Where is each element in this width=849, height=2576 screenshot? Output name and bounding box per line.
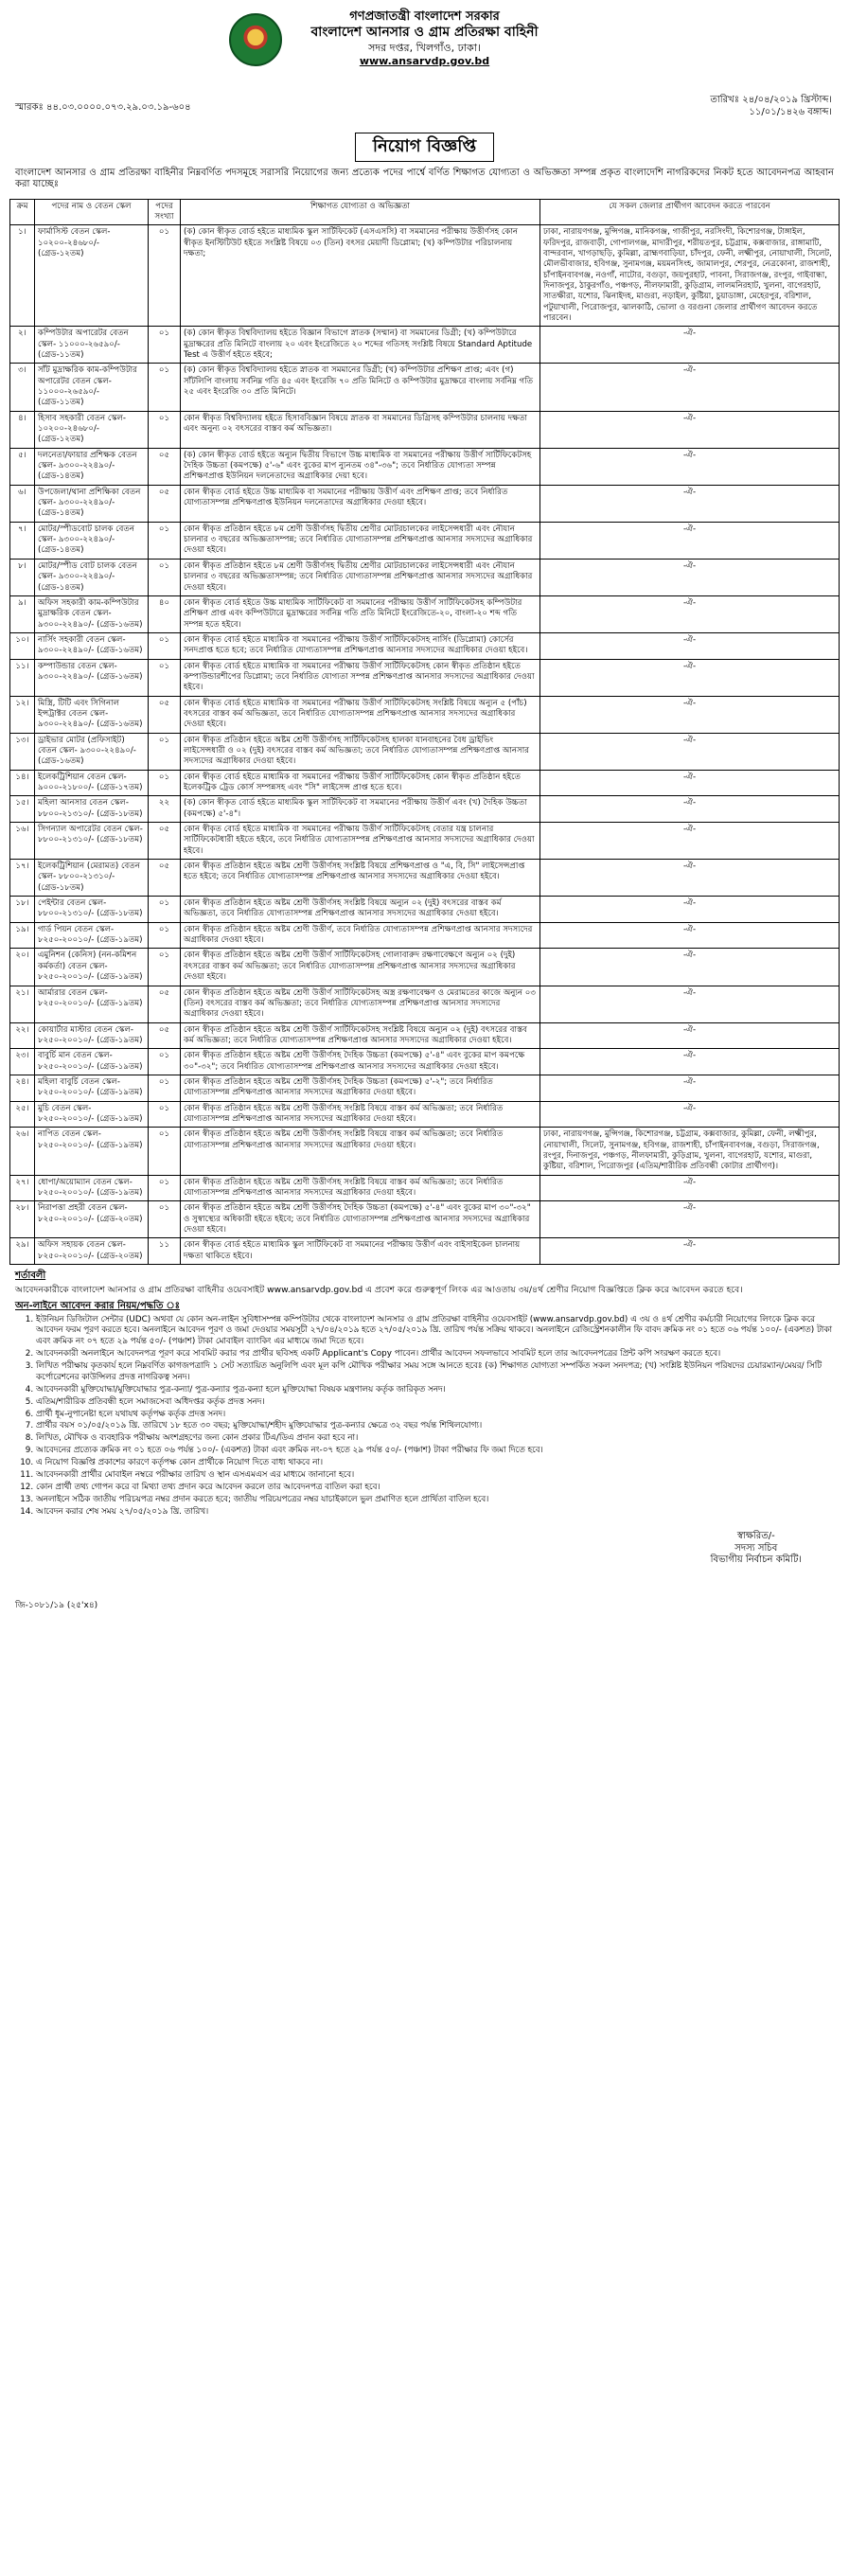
cell-post: কম্পাউন্ডার বেতন স্কেল- ৯৩০০-২২৪৯০/- (গ্রেড-১৬তম) <box>35 659 149 696</box>
footer-code: জি-১০৮১/১৯ (২৫'x৪) <box>15 1601 98 1611</box>
cell-districts: -ঐ- <box>540 364 840 411</box>
table-row <box>10 1128 840 1175</box>
cell-qualification: কোন স্বীকৃত প্রতিষ্ঠান হইতে অষ্টম শ্রেণী উত্তীর্ণ সার্টিফিকেটসহ গোলাবারুদ রক্ষণাবেক্ষণে অন্যুন ০২ (দুই) বৎসরের বাস্তব কর্ম অভিজ্ঞতা; তবে নির্ধারিত যোগ্যতাসম্পন্ন প্রশিক্ষণপ্রাপ্ত আনসার সদস্যদের অগ্রাধিকার দেওয়া হইবে। <box>181 949 540 986</box>
table-row <box>10 860 840 897</box>
cell-quantity: ০১ <box>149 733 181 770</box>
cell-post: নাপিত বেতন স্কেল- ৮২৫০-২০০১০/- (গ্রেড-১৯তম) <box>35 1128 149 1175</box>
ansar-vdp-logo <box>229 13 282 66</box>
cell-districts: -ঐ- <box>540 733 840 770</box>
cell-qualification: (ক) কোন স্বীকৃত বিশ্ববিদ্যালয় হইতে বিজ্ঞান বিভাগে স্নাতক (সম্মান) বা সমমানের ডিগ্রী; (খ) কম্পিউটারে মুদ্রাক্ষরের প্রতি মিনিটে বাংলায় ২০ এবং ইংরেজিতে ২০ শব্দের গতিসহ সংশ্লিষ্ট বিষয়ে Standard Aptitude Test এ উত্তীর্ণ হইতে হইবে; <box>181 327 540 364</box>
cell-quantity: ০১ <box>149 1175 181 1201</box>
cell-districts: -ঐ- <box>540 1175 840 1201</box>
cell-districts: -ঐ- <box>540 860 840 897</box>
table-row <box>10 770 840 796</box>
cell-post: পেইন্টার বেতন স্কেল- ৮৮০০-২১৩১০/- (গ্রেড-১৮তম) <box>35 897 149 923</box>
cell-districts: -ঐ- <box>540 922 840 949</box>
cell-quantity: ১১ <box>149 1238 181 1265</box>
header-address: সদর দপ্তর, খিলগাঁও, ঢাকা। <box>368 41 481 54</box>
cell-post: নার্সিং সহকারী বেতন স্কেল- ৯৩০০-২২৪৯০/- (গ্রেড-১৬তম) <box>35 632 149 659</box>
cell-districts: -ঐ- <box>540 1238 840 1265</box>
cell-districts: -ঐ- <box>540 559 840 595</box>
term-item: 11. আবেদনকারী প্রার্থীর মোবাইল নম্বরে পরীক্ষার তারিখ ও স্থান এসএমএস এর মাধ্যমে জানানো হবে। <box>36 1470 834 1482</box>
cell-serial: ১৩। <box>10 733 35 770</box>
header <box>9 9 840 95</box>
cell-districts: -ঐ- <box>540 522 840 559</box>
cell-post: ইলেকট্রিশিয়ান বেতন স্কেল- ৯০০০-২১৮০০/- (গ্রেড-১৭তম) <box>35 770 149 796</box>
cell-post: অফিস সহকারী কাম-কম্পিউটার মুদ্রাক্ষরিক বেতন স্কেল- ৯৩০০-২২৪৯০/- (গ্রেড-১৬তম) <box>35 595 149 632</box>
cell-post: মোটর/স্পীড বোট চালক বেতন স্কেল- ৯৩০০-২২৪৯০/- (গ্রেড-১৪তম) <box>35 559 149 595</box>
cell-quantity: ০১ <box>149 225 181 327</box>
term-item: 14. আবেদন করার শেষ সময় ২৭/০৫/২০১৯ খ্রি. তারিখ। <box>36 1507 834 1519</box>
cell-quantity: ০১ <box>149 1075 181 1101</box>
cell-quantity: ০১ <box>149 659 181 696</box>
cell-qualification: (ক) কোন স্বীকৃত বোর্ড হইতে অন্যুন দ্বিতীয় বিভাগে উচ্চ মাধ্যমিক বা সমমানের পরীক্ষায় উত্তীর্ণ সার্টিফিকেটসহ দৈহিক উচ্চতা (কমপক্ষে) ৫'-৬" এবং বুকের মাপ ন্যুনতম ৩৪"-৩৬"; তবে নির্ধারিত যোগ্যতা সম্পন্ন প্রশিক্ষণপ্রাপ্ত ইউনিয়ন দলনেতাদের অগ্রাধিকার দেয়া হবে। <box>181 448 540 485</box>
cell-serial: ১৭। <box>10 860 35 897</box>
table-row <box>10 1201 840 1238</box>
cell-serial: ২৪। <box>10 1075 35 1101</box>
cell-qualification: কোন স্বীকৃত প্রতিষ্ঠান হইতে অষ্টম শ্রেণী উত্তীর্ণ সার্টিফিকেটসহ অস্ত্র রক্ষণাবেক্ষণ ও মেরামতের কাজে অন্যুন ০৩ (তিন) বৎসরের বাস্তব কর্ম অভিজ্ঞতা; তবে নির্ধারিত যোগ্যতাসম্পন্ন প্রশিক্ষণপ্রাপ্ত আনসার সদস্যদের অগ্রাধিকার দেওয়া হইবে। <box>181 986 540 1022</box>
memo-date <box>710 95 832 118</box>
intro-paragraph: বাংলাদেশ আনসার ও গ্রাম প্রতিরক্ষা বাহিনীর নিম্নবর্ণিত পদসমূহে সরাসরি নিয়োগের জন্য প্রত্যেক পদের পার্শ্বে বর্ণিত শিক্ষাগত যোগ্যতা ও অভিজ্ঞতা সম্পন্ন প্রকৃত বাংলাদেশি নাগরিকদের নিকট হতে আবেদনপত্র আহবান করা যাচ্ছেঃ <box>15 167 834 189</box>
table-row <box>10 448 840 485</box>
table-row <box>10 559 840 595</box>
cell-quantity: ০১ <box>149 770 181 796</box>
notice-title-text: নিয়োগ বিজ্ঞপ্তি <box>355 133 494 162</box>
table-row <box>10 225 840 327</box>
header-government: গণপ্রজাতন্ত্রী বাংলাদেশ সরকার <box>349 9 500 24</box>
cell-serial: ২৬। <box>10 1128 35 1175</box>
cell-serial: ২৮। <box>10 1201 35 1238</box>
cell-quantity: ০১ <box>149 522 181 559</box>
table-row <box>10 1175 840 1201</box>
cell-quantity: ০১ <box>149 949 181 986</box>
header-post: পদের নাম ও বেতন স্কেল <box>35 199 149 225</box>
cell-serial: ১২। <box>10 696 35 733</box>
cell-serial: ১৯। <box>10 922 35 949</box>
cell-districts: -ঐ- <box>540 986 840 1022</box>
cell-quantity: ৪০ <box>149 595 181 632</box>
cell-post: দলনেতা/ফায়ার প্রশিক্ষক বেতন স্কেল- ৯৩০০-২২৪৯০/- (গ্রেড-১৪তম) <box>35 448 149 485</box>
cell-serial: ১৮। <box>10 897 35 923</box>
table-row <box>10 897 840 923</box>
cell-quantity: ০১ <box>149 632 181 659</box>
cell-post: এমুনিশন (কেনিস) (নন-কমিশন কর্মকর্তা) বেতন স্কেল- ৮২৫০-২০০১০/- (গ্রেড-১৯তম) <box>35 949 149 986</box>
term-item: 9. আবেদনের প্রত্যেক ক্রমিক নং ০১ হতে ০৬ পর্যন্ত ১০০/- (একশত) টাকা এবং ক্রমিক নং-০৭ হতে ২৯ পর্যন্ত ৫০/- (পঞ্চাশ) টাকা পরীক্ষার ফি জমা দিতে হবে। <box>36 1446 834 1457</box>
cell-quantity: ০৫ <box>149 696 181 733</box>
table-row <box>10 632 840 659</box>
cell-quantity: ০১ <box>149 411 181 448</box>
cell-qualification: কোন স্বীকৃত প্রতিষ্ঠান হইতে অষ্টম শ্রেণী উত্তীর্ণ, তবে নির্ধারিত যোগ্যতাসম্পন্ন প্রশিক্ষণপ্রাপ্ত আনসার সদস্যদের অগ্রাধিকার দেওয়া হইবে। <box>181 922 540 949</box>
header-serial: ক্রম <box>10 199 35 225</box>
table-row <box>10 823 840 860</box>
cell-quantity: ০১ <box>149 1201 181 1238</box>
table-row <box>10 485 840 522</box>
cell-serial: ২০। <box>10 949 35 986</box>
table-row <box>10 922 840 949</box>
cell-qualification: কোন স্বীকৃত বোর্ড হইতে মাধ্যমিক বা সমমানের পরীক্ষায় উত্তীর্ণ সার্টিফিকেটসহ সংশ্লিষ্ট বিষয়ে অন্যুন ৫ (পাঁচ) বৎসরের বাস্তব কর্ম অভিজ্ঞতা, তবে নির্ধারিত যোগ্যতাসম্পন্ন প্রশিক্ষণপ্রাপ্ত আনসার সদস্যদের অগ্রাধিকার দেওয়া হইবে। <box>181 696 540 733</box>
cell-post: মহিলা আনসার বেতন স্কেল- ৮৮০০-২১৩১০/- (গ্রেড-১৮তম) <box>35 796 149 823</box>
memo-date-label: তারিখঃ <box>710 95 740 105</box>
cell-post: বাবুর্চি মান বেতন স্কেল- ৮২৫০-২০০১০/- (গ্রেড-১৯তম) <box>35 1049 149 1075</box>
header-districts: যে সকল জেলার প্রার্থীগণ আবেদন করতে পারবেন <box>540 199 840 225</box>
cell-districts: -ঐ- <box>540 696 840 733</box>
cell-post: কোয়ার্টার মাস্টার বেতন স্কেল- ৮২৫০-২০০১০/- (গ্রেড-১৯তম) <box>35 1022 149 1049</box>
cell-post: ইলেকট্রিশিয়ান (মেরামত) বেতন স্কেল- ৮৮০০-২১৩১০/- (গ্রেড-১৮তম) <box>35 860 149 897</box>
cell-qualification: কোন স্বীকৃত প্রতিষ্ঠান হইতে অষ্টম শ্রেণী উত্তীর্ণসহ সংশ্লিষ্ট বিষয়ে বাস্তব কর্ম অভিজ্ঞতা; তবে নির্ধারিত যোগ্যতাসম্পন্ন প্রশিক্ষণপ্রাপ্ত আনসার সদস্যদের অগ্রাধিকার দেওয়া হইবে। <box>181 1175 540 1201</box>
cell-post: উপজেলা/থানা প্রশিক্ষিকা বেতন স্কেল- ৯৩০০-২২৪৯০/- (গ্রেড-১৪তম) <box>35 485 149 522</box>
cell-qualification: কোন স্বীকৃত বোর্ড হইতে মাধ্যমিক বা সমমানের পরীক্ষায় উত্তীর্ণ সার্টিফিকেটসহ কোন স্বীকৃত প্রতিষ্ঠান হইতে কম্পাউন্ডারশীপের ডিপ্লোমা; তবে নির্ধারিত যোগ্যতা সম্পন্ন প্রশিক্ষণপ্রাপ্ত আনসার সদস্যদের অগ্রাধিকার দেওয়া হইবে। <box>181 659 540 696</box>
cell-post: নিরাপত্তা প্রহরী বেতন স্কেল- ৮২৫০-২০০১০/- (গ্রেড-২০তম) <box>35 1201 149 1238</box>
cell-serial: ২২। <box>10 1022 35 1049</box>
header-qualification: শিক্ষাগত যোগ্যতা ও অভিজ্ঞতা <box>181 199 540 225</box>
term-item: 3. লিখিত পরীক্ষায় কৃতকার্য হলে নিম্নবর্ণিত কাগজপত্রাদি ১ সেট সত্যায়িত অনুলিপি এবং মূল কপি মৌখিক পরীক্ষার সময় সঙ্গে আনতে হবেঃ (ক) শিক্ষাগত যোগ্যতা সম্পর্কিত সকল সনদপত্র; (খ) সংশ্লিষ্ট ইউনিয়ন পরিষদের চেয়ারম্যান/মেয়র/ সিটি কর্পোরেশনের কাউন্সিলর প্রদত্ত নাগরিকত্ব সনদ। <box>36 1361 834 1384</box>
cell-districts: -ঐ- <box>540 1201 840 1238</box>
cell-districts: -ঐ- <box>540 327 840 364</box>
cell-districts: -ঐ- <box>540 949 840 986</box>
cell-post: গার্ড পিয়ন বেতন স্কেল- ৮২৫০-২০০১০/- (গ্রেড-১৯তম) <box>35 922 149 949</box>
cell-districts: -ঐ- <box>540 485 840 522</box>
cell-quantity: ০১ <box>149 1101 181 1128</box>
cell-districts: -ঐ- <box>540 1022 840 1049</box>
cell-districts: -ঐ- <box>540 770 840 796</box>
notice-title <box>9 133 840 162</box>
cell-serial: ১৬। <box>10 823 35 860</box>
cell-serial: ২৭। <box>10 1175 35 1201</box>
cell-serial: ২৩। <box>10 1049 35 1075</box>
cell-quantity: ০১ <box>149 364 181 411</box>
cell-post: ড্রাইভার মোটর (প্রফিসাইট) বেতন স্কেল- ৯৩০০-২২৪৯০/- (গ্রেড-১৬তম) <box>35 733 149 770</box>
cell-serial: ২। <box>10 327 35 364</box>
cell-quantity: ০৫ <box>149 860 181 897</box>
cell-districts: -ঐ- <box>540 595 840 632</box>
cell-qualification: কোন স্বীকৃত প্রতিষ্ঠান হইতে অষ্টম শ্রেণী উত্তীর্ণসহ দৈহিক উচ্চতা (কমপক্ষে) ৫'-২"; তবে নির্ধারিত যোগ্যতাসম্পন্ন প্রশিক্ষণপ্রাপ্ত আনসার সদস্যদের অগ্রাধিকার দেওয়া হইবে। <box>181 1075 540 1101</box>
term-item: 1. ইউনিয়ন ডিজিটাল সেন্টার (UDC) অথবা যে কোন অন-লাইন সুবিধাসম্পন্ন কম্পিউটার থেকে বাংলাদেশ আনসার ও গ্রাম প্রতিরক্ষা বাহিনীর ওয়েবসাইট (www.ansarvdp.gov.bd) এ ৩য় ও ৪র্থ শ্রেণীর কর্মচারী নিয়োগের লিংকে ক্লিক করে আবেদন ফরম পূরণ করতে হবে। অনলাইনে আবেদন পূরণ ও জমা দেওয়ার সময়সূচী ২৭/০৪/২০১৯ হতে ২৭/০৫/২০১৯ খ্রি. তারিখ পর্যন্ত সক্রিয় থাকবে। অনলাইনে রেজিস্ট্রেশনকালীন ফি বাবদ ক্রমিক নং ০১ হতে ০৬ পর্যন্ত ১০০/- (একশত) টাকা এবং ক্রমিক নং ০৭ হতে ২৯ পর্যন্ত ৫০/- (পঞ্চাশ) টাকা মোবাইল ব্যাংকিং এর মাধ্যমে জমা দিতে হবে। <box>36 1315 834 1349</box>
header-website-link[interactable]: www.ansarvdp.gov.bd <box>359 54 490 67</box>
cell-quantity: ০৫ <box>149 448 181 485</box>
cell-serial: ৯। <box>10 595 35 632</box>
cell-qualification: কোন স্বীকৃত বোর্ড হইতে উচ্চ মাধ্যমিক সার্টিফিকেট বা সমমানের পরীক্ষায় উত্তীর্ণ সার্টিফিকেটসহ কম্পিউটার প্রশিক্ষণ প্রাপ্ত এবং কম্পিউটারে মুদ্রাক্ষরের সর্বনিম্ন গতি প্রতি মিনিটে ইংরেজিতে-২০, বাংলা-২০ শব্দ গতি সম্পন্ন হতে হইবে। <box>181 595 540 632</box>
cell-post: মিস্ত্রি, টিটি এবং সিগিনাল ইন্সট্রাক্টর বেতন স্কেল- ৯৩০০-২২৪৯০/- (গ্রেড-১৬তম) <box>35 696 149 733</box>
online-apply-title: অন-লাইনে আবেদন করার নিয়ম/পদ্ধতি ঃ <box>15 1301 181 1312</box>
cell-quantity: ০১ <box>149 897 181 923</box>
cell-qualification: কোন স্বীকৃত প্রতিষ্ঠান হইতে ৮ম শ্রেণী উত্তীর্ণসহ দ্বিতীয় শ্রেণীর মোটরচালকের লাইসেন্সধারী এবং নৌযান চালনার ৩ বছরের অভিজ্ঞতাসম্পন্ন; তবে নির্ধারিত যোগ্যতাসম্পন্ন প্রশিক্ষণপ্রাপ্ত আনসার সদস্যদের অগ্রাধিকার দেওয়া হইবে। <box>181 559 540 595</box>
cell-serial: ২১। <box>10 986 35 1022</box>
term-item: 12. কোন প্রার্থী তথ্য গোপন করে বা মিথ্যা তথ্য প্রদান করে আবেদন করলে তার আবেদনপত্র বাতিল করা হবে। <box>36 1483 834 1494</box>
table-header-row <box>10 199 840 225</box>
cell-post: মুচি বেতন স্কেল- ৮২৫০-২০০১০/- (গ্রেড-১৯তম) <box>35 1101 149 1128</box>
cell-qualification: কোন স্বীকৃত বিশ্ববিদ্যালয় হইতে হিসাববিজ্ঞান বিষয়ে স্নাতক বা সমমানের ডিগ্রিসহ কম্পিউটার চালনায় দক্ষতা এবং অনুন্য ০২ বৎসরের বাস্তব কর্ম অভিজ্ঞতা। <box>181 411 540 448</box>
cell-districts: -ঐ- <box>540 1101 840 1128</box>
term-item: 13. অনলাইনে সঠিক জাতীয় পরিচয়পত্র নম্বর প্রদান করতে হবে; জাতীয় পরিচয়পত্রের নম্বর যাচাইকালে ভুল প্রমাণিত হলে প্রার্থিতা বাতিল হবে। <box>36 1495 834 1506</box>
cell-qualification: (ক) কোন স্বীকৃত বিশ্ববিদ্যালয় হইতে স্নাতক বা সমমানের ডিগ্রী; (খ) কম্পিউটার প্রশিক্ষণ প্রাপ্ত; এবং (গ) সাঁটলিপি বাংলায় সর্বনিম্ন গতি ৪৫ এবং ইংরেজি ৭০ প্রতি মিনিটে ও কম্পিউটার মুদ্রাক্ষরে বাংলায় সর্বনিম্ন গতি ২৫ এবং ইংরেজি ৩০ প্রতি মিনিটে। <box>181 364 540 411</box>
cell-quantity: ০১ <box>149 327 181 364</box>
signature-label: স্বাক্ষরিত/- <box>736 1531 775 1542</box>
header-quantity: পদের সংখ্যা <box>149 199 181 225</box>
cell-qualification: কোন স্বীকৃত প্রতিষ্ঠান হইতে ৮ম শ্রেণী উত্তীর্ণসহ দ্বিতীয় শ্রেণীর মোটরচালকের লাইসেন্সধারী এবং নৌযান চালনার ৩ বছরের অভিজ্ঞতাসম্পন্ন; তবে নির্ধারিত যোগ্যতাসম্পন্ন প্রশিক্ষণপ্রাপ্ত আনসার সদস্যদের অগ্রাধিকার দেওয়া হইবে। <box>181 522 540 559</box>
cell-districts: -ঐ- <box>540 1075 840 1101</box>
table-row <box>10 1238 840 1265</box>
term-item: 8. লিখিত, মৌখিক ও ব্যবহারিক পরীক্ষায় অংশগ্রহণের জন্য কোন প্রকার টিএ/ডিএ প্রদান করা হবে না। <box>36 1433 834 1445</box>
term-item: 6. প্রার্থী ধূম-নুপানেষ্টা হলে যথাযথ কর্তৃপক্ষ কর্তৃক প্রদত্ত সনদ। <box>36 1410 834 1421</box>
cell-serial: ১৪। <box>10 770 35 796</box>
memo-date-gregorian: ২৪/০৪/২০১৯ খ্রিস্টাব্দ। <box>742 95 832 105</box>
table-row <box>10 327 840 364</box>
cell-quantity: ০১ <box>149 1128 181 1175</box>
positions-table <box>9 199 840 1266</box>
term-item: 10. এ নিয়োগ বিজ্ঞপ্তি প্রকাশের কারণে কর্তৃপক্ষ কোন প্রার্থীকে নিয়োগ দিতে বাধ্য থাকবে না। <box>36 1458 834 1469</box>
table-row <box>10 364 840 411</box>
cell-post: সিগন্যাল অপারেটর বেতন স্কেল- ৮৮০০-২১৩১০/- (গ্রেড-১৮তম) <box>35 823 149 860</box>
cell-qualification: কোন স্বীকৃত বোর্ড হইতে উচ্চ মাধ্যমিক বা সমমানের পরীক্ষায় উত্তীর্ণ এবং প্রশিক্ষণ প্রাপ্ত; তবে নির্ধারিত যোগ্যতাসম্পন্ন প্রশিক্ষণপ্রাপ্ত ইউনিয়ন দলনেতাদের অগ্রাধিকার দেওয়া হইবে। <box>181 485 540 522</box>
cell-quantity: ০৫ <box>149 1022 181 1049</box>
cell-districts: -ঐ- <box>540 897 840 923</box>
table-row <box>10 1049 840 1075</box>
cell-districts: -ঐ- <box>540 632 840 659</box>
cell-serial: ৫। <box>10 448 35 485</box>
cell-qualification: কোন স্বীকৃত প্রতিষ্ঠান হইতে অষ্টম শ্রেণী উত্তীর্ণসহ সার্টিফিকেটসহ হালকা যানবাহনের বৈধ ড্রাইভিং লাইসেন্সধারী ও ০২ (দুই) বৎসরের বাস্তব কর্ম অভিজ্ঞতা; তবে নির্ধারিত যোগ্যতাসম্পন্ন প্রশিক্ষণপ্রাপ্ত আনসার সদস্যদের অগ্রাধিকার দেওয়া হইবে। <box>181 733 540 770</box>
cell-quantity: ২২ <box>149 796 181 823</box>
table-row <box>10 1075 840 1101</box>
table-row <box>10 986 840 1022</box>
cell-serial: ৩। <box>10 364 35 411</box>
notice-page <box>9 0 840 1612</box>
cell-districts: ঢাকা, নারায়ণগঞ্জ, মুন্সিগঞ্জ, মানিকগঞ্জ, গাজীপুর, নরসিংদী, কিশোরগঞ্জ, টাঙ্গাইল, ফরিদপুর, রাজবাড়ী, গোপালগঞ্জ, মাদারীপুর, শরীয়তপুর, চট্টগ্রাম, কক্সবাজার, রাঙ্গামাটি, বান্দরবান, খাগড়াছড়ি, কুমিল্লা, ব্রাহ্মণবাড়িয়া, চাঁদপুর, ফেনী, লক্ষ্মীপুর, নোয়াখালী, সিলেট, মৌলভীবাজার, হবিগঞ্জ, সুনামগঞ্জ, ময়মনসিংহ, জামালপুর, শেরপুর, নেত্রকোনা, রাজশাহী, চাঁপাইনবাবগঞ্জ, নওগাঁ, নাটোর, বগুড়া, জয়পুরহাট, পাবনা, সিরাজগঞ্জ, রংপুর, গাইবান্ধা, দিনাজপুর, ঠাকুরগাঁও, পঞ্চগড়, নীলফামারী, কুড়িগ্রাম, লালমনিরহাট, খুলনা, বাগেরহাট, সাতক্ষীরা, যশোর, ঝিনাইদহ, মাগুরা, নড়াইল, কুষ্টিয়া, চুয়াডাঙ্গা, মেহেরপুর, বরিশাল, পটুয়াখালী, পিরোজপুর, ঝালকাঠি, ভোলা ও বরগুনা জেলার প্রার্থীগণ আবেদন করতে পারবেন। <box>540 225 840 327</box>
table-row <box>10 659 840 696</box>
cell-qualification: কোন স্বীকৃত প্রতিষ্ঠান হইতে অষ্টম শ্রেণী উত্তীর্ণসহ সংশ্লিষ্ট বিষয়ে প্রশিক্ষণপ্রাপ্ত ও "এ, বি, সি" লাইসেন্সপ্রাপ্ত হতে হইবে; তবে নির্ধারিত যোগ্যতাসম্পন্ন প্রশিক্ষণপ্রাপ্ত আনসার সদস্যদের অগ্রাধিকার দেওয়া হইবে। <box>181 860 540 897</box>
memo-line <box>9 95 840 129</box>
cell-serial: ১১। <box>10 659 35 696</box>
cell-qualification: কোন স্বীকৃত প্রতিষ্ঠান হইতে অষ্টম শ্রেণী উত্তীর্ণসহ সংশ্লিষ্ট বিষয়ে অন্যুন ০২ (দুই) বৎসরের বাস্তব কর্ম অভিজ্ঞতা, তবে নির্ধারিত যোগ্যতাসম্পন্ন প্রশিক্ষণপ্রাপ্ত আনসার সদস্যদের অগ্রাধিকার দেওয়া হইবে। <box>181 897 540 923</box>
cell-districts: -ঐ- <box>540 796 840 823</box>
cell-qualification: কোন স্বীকৃত প্রতিষ্ঠান হইতে অষ্টম শ্রেণী উত্তীর্ণসহ দৈহিক উচ্চতা (কমপক্ষে) ৫'-৪" এবং বুকের মাপ কমপক্ষে ৩০"-৩২"; তবে নির্ধারিত যোগ্যতাসম্পন্ন প্রশিক্ষণপ্রাপ্ত আনসার সদস্যদের অগ্রাধিকার দেওয়া হইবে। <box>181 1049 540 1075</box>
table-body <box>10 225 840 1265</box>
cell-qualification: কোন স্বীকৃত প্রতিষ্ঠান হইতে অষ্টম শ্রেণী উত্তীর্ণসহ সংশ্লিষ্ট বিষয়ে বাস্তব কর্ম অভিজ্ঞতা; তবে নির্ধারিত যোগ্যতাসম্পন্ন প্রশিক্ষণপ্রাপ্ত আনসার সদস্যদের অগ্রাধিকার দেওয়া হইবে। <box>181 1101 540 1128</box>
cell-qualification: (ক) কোন স্বীকৃত বোর্ড হইতে মাধ্যমিক স্কুল সার্টিফিকেট বা সমমানের পরীক্ষায় উত্তীর্ণ এবং (খ) দৈহিক উচ্চতা (কমপক্ষে) ৫'-৪"। <box>181 796 540 823</box>
cell-serial: ৪। <box>10 411 35 448</box>
term-item: 4. আবেদনকারী মুক্তিযোদ্ধা/মুক্তিযোদ্ধার পুত্র-কন্যা/ পুত্র-কন্যার পুত্র-কন্যা হলে মুক্তিযোদ্ধা বিষয়ক মন্ত্রণালয় কর্তৃক জারিকৃত সনদ। <box>36 1385 834 1396</box>
header-organization: বাংলাদেশ আনসার ও গ্রাম প্রতিরক্ষা বাহিনী <box>310 25 539 41</box>
cell-serial: ৮। <box>10 559 35 595</box>
terms-list <box>36 1315 834 1519</box>
term-item: 7. প্রার্থীর বয়স ০১/০৫/২০১৯ খ্রি. তারিখে ১৮ হতে ৩০ বছর; মুক্তিযোদ্ধা/শহীদ মুক্তিযোদ্ধার পুত্র-কন্যার ক্ষেত্রে ৩২ বছর পর্যন্ত শিথিলযোগ্য। <box>36 1421 834 1432</box>
signature-block <box>9 1531 840 1597</box>
cell-serial: ৬। <box>10 485 35 522</box>
cell-districts: -ঐ- <box>540 1049 840 1075</box>
cell-serial: ১। <box>10 225 35 327</box>
cell-serial: ২৫। <box>10 1101 35 1128</box>
conditions-apply-text: আবেদনকারীকে বাংলাদেশ আনসার ও গ্রাম প্রতিরক্ষা বাহিনীর ওয়েবসাইট www.ansarvdp.gov.bd এ প্রবেশ করে গুরুত্বপূর্ণ লিংক এর আওতায় ৩য়/৪র্থ শ্রেণীর নিয়োগ বিজ্ঞপ্তিতে ক্লিক করে আবেদন করতে হবে। <box>15 1284 743 1295</box>
cell-post: আর্মারার বেতন স্কেল- ৮২৫০-২০০১০/- (গ্রেড-১৯তম) <box>35 986 149 1022</box>
signature-title: সদস্য সচিব <box>734 1542 778 1554</box>
cell-post: সাঁট মুদ্রাক্ষরিক কাম-কম্পিউটার অপারেটর বেতন স্কেল- ১১০০০-২৬৫৯০/- (গ্রেড-১১তম) <box>35 364 149 411</box>
cell-districts: -ঐ- <box>540 659 840 696</box>
signature-committee: বিভাগীয় নির্বাচন কমিটি। <box>710 1554 802 1566</box>
cell-post: ফার্মাসিস্ট বেতন স্কেল- ১০২০০-২৪৬৮০/- (গ্রেড-১২তম) <box>35 225 149 327</box>
cell-post: ধোপা/অয়োম্যান বেতন স্কেল- ৮২৫০-২০০১০/- (গ্রেড-১৯তম) <box>35 1175 149 1201</box>
cell-districts: -ঐ- <box>540 411 840 448</box>
cell-districts: ঢাকা, নারায়ণগঞ্জ, মুন্সিগঞ্জ, কিশোরগঞ্জ, চট্টগ্রাম, কক্সবাজার, কুমিল্লা, ফেনী, লক্ষ্মীপুর, নোয়াখালী, সিলেট, সুনামগঞ্জ, হবিগঞ্জ, রাজশাহী, চাঁপাইনবাবগঞ্জ, বগুড়া, সিরাজগঞ্জ, রংপুর, দিনাজপুর, পঞ্চগড়, নীলফামারী, কুড়িগ্রাম, খুলনা, বাগেরহাট, যশোর, মাগুরা, কুষ্টিয়া, বরিশাল, পিরোজপুর (এতিম/শারীরিক প্রতিবন্ধী কোটার প্রার্থীগণ)। <box>540 1128 840 1175</box>
cell-serial: ৭। <box>10 522 35 559</box>
cell-qualification: কোন স্বীকৃত প্রতিষ্ঠান হইতে অষ্টম শ্রেণী উত্তীর্ণসহ সংশ্লিষ্ট বিষয়ে বাস্তব কর্ম অভিজ্ঞতা; তবে নির্ধারিত যোগ্যতাসম্পন্ন প্রশিক্ষণপ্রাপ্ত আনসার সদস্যদের অগ্রাধিকার দেওয়া হইবে। <box>181 1128 540 1175</box>
memo-date-bangla: ১১/০১/১৪২৬ বঙ্গাব্দ। <box>749 106 832 117</box>
table-row <box>10 595 840 632</box>
table-row <box>10 411 840 448</box>
cell-serial: ২৯। <box>10 1238 35 1265</box>
table-row <box>10 1101 840 1128</box>
cell-serial: ১৫। <box>10 796 35 823</box>
cell-qualification: কোন স্বীকৃত বোর্ড হইতে মাধ্যমিক বা সমমানের পরীক্ষায় উত্তীর্ণ সার্টিফিকেটসহ কোন স্বীকৃত প্রতিষ্ঠান হইতে ইলেকট্রিক ট্রেড কোর্স সম্পন্নসহ এবং "সি" লাইসেন্স প্রাপ্ত হতে হবে। <box>181 770 540 796</box>
term-item: 5. এতিম/শারীরিক প্রতিবন্ধী হলে সমাজসেবা অধিদপ্তর কর্তৃক প্রদত্ত সনদ। <box>36 1397 834 1409</box>
cell-districts: -ঐ- <box>540 823 840 860</box>
cell-quantity: ০১ <box>149 559 181 595</box>
term-item: 2. আবেদনকারী অনলাইনে আবেদনপত্র পূরণ করে সাবমিট করার পর প্রার্থীর ছবিসহ একটি Applicant's Copy পাবেন। প্রার্থীর আবেদন সফলভাবে সাবমিট হলে তার আবেদনপত্রের প্রিন্ট কপি সংরক্ষণ করতে হবে। <box>36 1349 834 1360</box>
cell-post: অফিস সহায়ক বেতন স্কেল- ৮২৫০-২০০১০/- (গ্রেড-২০তম) <box>35 1238 149 1265</box>
table-row <box>10 796 840 823</box>
cell-qualification: কোন স্বীকৃত বোর্ড হইতে মাধ্যমিক বা সমমানের পরীক্ষায় উত্তীর্ণ সার্টিফিকেটসহ বেতার যন্ত্র চালনার সার্টিফিকেটধারী হইতে হইবে, তবে নির্ধারিত যোগ্যতাসম্পন্ন প্রশিক্ষণপ্রাপ্ত আনসার সদস্যদের অগ্রাধিকার দেওয়া হইবে। <box>181 823 540 860</box>
cell-quantity: ০১ <box>149 1049 181 1075</box>
cell-qualification: (ক) কোন স্বীকৃত বোর্ড হইতে মাধ্যমিক স্কুল সার্টিফিকেট (এসএসসি) বা সমমানের পরীক্ষায় উত্তীর্ণসহ কোন স্বীকৃত ইনস্টিটিউট হইতে সংশ্লিষ্ট বিষয়ে ০৩ (তিন) বৎসর মেয়াদী ডিপ্লোমা; (খ) কম্পিউটার পরিচালনায় দক্ষতা; <box>181 225 540 327</box>
memo-number: স্মারকঃ ৪৪.০৩.০০০০.০৭৩.২৯.০৩.১৯-৬০৪ <box>15 102 191 113</box>
cell-districts: -ঐ- <box>540 448 840 485</box>
table-row <box>10 1022 840 1049</box>
cell-qualification: কোন স্বীকৃত বোর্ড হইতে মাধ্যমিক বা সমমানের পরীক্ষায় উত্তীর্ণ সার্টিফিকেটসহ নার্সিং (ডিপ্লোমা) কোর্সের সনদপ্রাপ্ত হতে হবে; তবে নির্ধারিত যোগ্যতাসম্পন্ন প্রশিক্ষণপ্রাপ্ত আনসার সদস্যদের অগ্রাধিকার দেওয়া হইবে। <box>181 632 540 659</box>
table-row <box>10 696 840 733</box>
cell-quantity: ০৫ <box>149 823 181 860</box>
cell-quantity: ০৫ <box>149 986 181 1022</box>
cell-post: হিসাব সহকারী বেতন স্কেল- ১০২০০-২৪৬৮০/- (গ্রেড-১২তম) <box>35 411 149 448</box>
cell-post: মহিলা বাবুর্চি বেতন স্কেল- ৮২৫০-২০০১০/- (গ্রেড-১৯তম) <box>35 1075 149 1101</box>
cell-quantity: ০৫ <box>149 485 181 522</box>
cell-serial: ১০। <box>10 632 35 659</box>
table-row <box>10 733 840 770</box>
cell-qualification: কোন স্বীকৃত বোর্ড হইতে মাধ্যমিক স্কুল সার্টিফিকেট বা সমমানের পরীক্ষায় উত্তীর্ণ এবং বাইসাইকেল চালনায় দক্ষতা থাকিতে হইবে। <box>181 1238 540 1265</box>
table-row <box>10 949 840 986</box>
table-row <box>10 522 840 559</box>
cell-quantity: ০১ <box>149 922 181 949</box>
cell-post: মোটর/স্পীডবোট চালক বেতন স্কেল- ৯৩০০-২২৪৯০/- (গ্রেড-১৪তম) <box>35 522 149 559</box>
conditions-title: শর্তাবলী <box>15 1270 46 1282</box>
cell-qualification: কোন স্বীকৃত প্রতিষ্ঠান হইতে অষ্টম শ্রেণী উত্তীর্ণ সার্টিফিকেটসহ সংশ্লিষ্ট বিষয়ে অন্যুন ০২ (দুই) বৎসরের বাস্তব কর্ম অভিজ্ঞতা; তবে নির্ধারিত যোগ্যতাসম্পন্ন প্রশিক্ষণপ্রাপ্ত আনসার সদস্যদের অগ্রাধিকার দেওয়া হইবে। <box>181 1022 540 1049</box>
cell-qualification: কোন স্বীকৃত প্রতিষ্ঠান হইতে অষ্টম শ্রেণী উত্তীর্ণসহ দৈহিক উচ্চতা (কমপক্ষে) ৫'-৪" এবং বুকের মাপ ৩০"-৩২" ও সুস্বাস্থ্যের অধিকারী হইতে হইবে; তবে নির্ধারিত যোগ্যতাসম্পন্ন প্রশিক্ষণপ্রাপ্ত আনসার সদস্যদের অগ্রাধিকার দেওয়া হইবে। <box>181 1201 540 1238</box>
cell-post: কম্পিউটার অপারেটর বেতন স্কেল- ১১০০০-২৬৫৯০/- (গ্রেড-১১তম) <box>35 327 149 364</box>
